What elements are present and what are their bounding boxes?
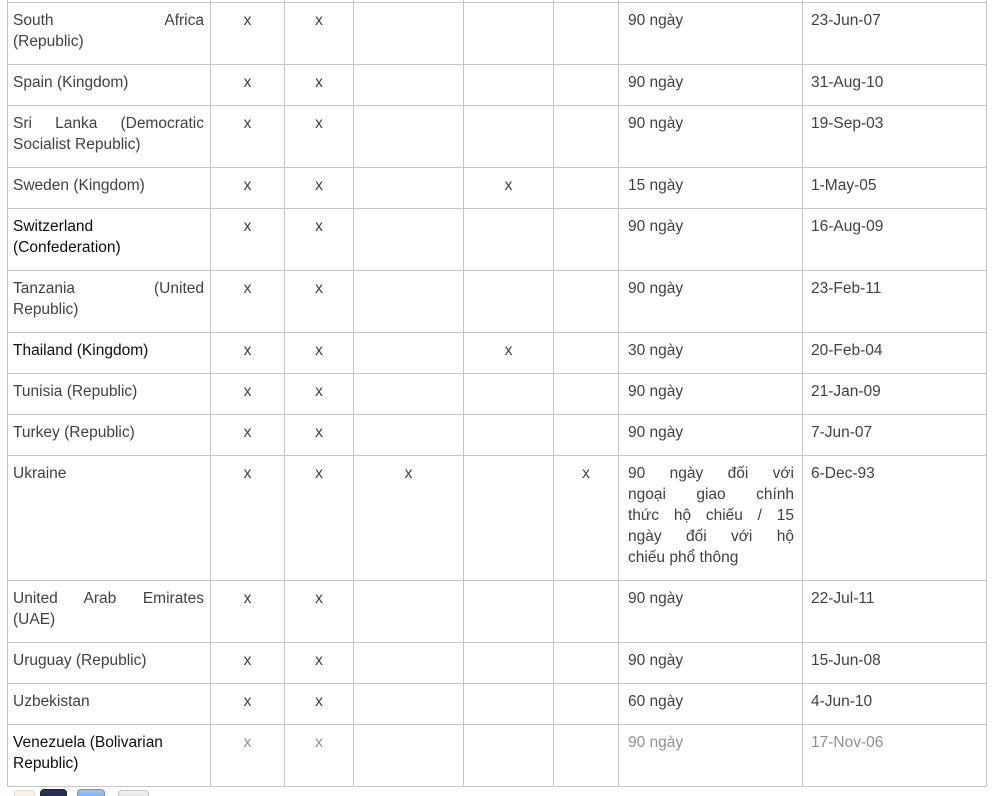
ordinary-passport-mark-cell — [464, 65, 554, 106]
stay-duration-line: 90 ngày — [628, 383, 684, 400]
table-row — [8, 271, 987, 333]
diplomatic-passport-mark-cell: x — [211, 168, 285, 209]
mark-cell-5 — [554, 374, 619, 415]
mark-cell-3 — [354, 271, 464, 333]
country-name-line: United Arab Emirates — [13, 590, 204, 607]
country-cell — [8, 581, 211, 643]
country-name-line: Socialist Republic) — [13, 136, 141, 153]
table-row — [8, 415, 987, 456]
country-name-line: (Confederation) — [13, 239, 121, 256]
table-row — [8, 581, 987, 643]
effective-date-cell: 6-Dec-93 — [803, 456, 987, 581]
mark-cell-3 — [354, 333, 464, 374]
country-name-line: Tanzania (United — [13, 280, 204, 297]
country-cell — [8, 643, 211, 684]
diplomatic-passport-mark-cell: x — [211, 684, 285, 725]
ordinary-passport-mark-cell — [464, 456, 554, 581]
mark-cell-3 — [354, 725, 464, 787]
diplomatic-passport-mark-cell: x — [211, 3, 285, 65]
stay-duration-line: 90 ngày — [628, 218, 684, 235]
email-share-icon[interactable] — [14, 790, 35, 796]
effective-date-cell: 31-Aug-10 — [803, 65, 987, 106]
effective-date-cell: 23-Jun-07 — [803, 3, 987, 65]
effective-date-cell: 15-Jun-08 — [803, 643, 987, 684]
effective-date-cell: 20-Feb-04 — [803, 333, 987, 374]
stay-duration-line: ngày đối với hộ — [628, 528, 794, 545]
ordinary-passport-mark-cell — [464, 684, 554, 725]
stay-duration-line: 90 ngày — [628, 424, 684, 441]
ordinary-passport-mark-cell — [464, 415, 554, 456]
diplomatic-passport-mark-cell: x — [211, 725, 285, 787]
country-cell — [8, 3, 211, 65]
stay-duration-cell — [619, 209, 803, 271]
official-passport-mark-cell: x — [285, 581, 354, 643]
diplomatic-passport-mark-cell: x — [211, 271, 285, 333]
table-row — [8, 456, 987, 581]
mark-cell-5 — [554, 65, 619, 106]
table-row — [8, 684, 987, 725]
ordinary-passport-mark-cell: x — [464, 168, 554, 209]
effective-date-cell: 21-Jan-09 — [803, 374, 987, 415]
mark-cell-3 — [354, 581, 464, 643]
stay-duration-line: 15 ngày — [628, 177, 684, 194]
stay-duration-line: 90 ngày đối với — [628, 465, 794, 482]
mark-cell-5 — [554, 168, 619, 209]
stay-duration-line: 60 ngày — [628, 693, 684, 710]
official-passport-mark-cell: x — [285, 65, 354, 106]
table-row — [8, 374, 987, 415]
stay-duration-line: ngoại giao chính — [628, 486, 794, 503]
stay-duration-cell — [619, 643, 803, 684]
effective-date-cell: 17-Nov-06 — [803, 725, 987, 787]
table-row — [8, 643, 987, 684]
country-cell — [8, 65, 211, 106]
country-name-line: South Africa — [13, 12, 204, 29]
country-name-line: Uzbekistan — [13, 693, 90, 710]
country-name-line: Sri Lanka (Democratic — [13, 115, 204, 132]
stay-duration-cell — [619, 333, 803, 374]
country-cell — [8, 168, 211, 209]
stay-duration-cell — [619, 415, 803, 456]
stay-duration-cell — [619, 168, 803, 209]
stay-duration-cell — [619, 581, 803, 643]
mark-cell-3 — [354, 65, 464, 106]
official-passport-mark-cell: x — [285, 643, 354, 684]
mark-cell-3 — [354, 168, 464, 209]
diplomatic-passport-mark-cell: x — [211, 581, 285, 643]
stay-duration-cell — [619, 684, 803, 725]
table-row — [8, 209, 987, 271]
mark-cell-5 — [554, 725, 619, 787]
stay-duration-line: 90 ngày — [628, 734, 684, 751]
stay-duration-line: 90 ngày — [628, 115, 684, 132]
official-passport-mark-cell: x — [285, 415, 354, 456]
ordinary-passport-mark-cell: x — [464, 333, 554, 374]
official-passport-mark-cell: x — [285, 333, 354, 374]
ordinary-passport-mark-cell — [464, 374, 554, 415]
effective-date-cell: 19-Sep-03 — [803, 106, 987, 168]
country-name-line: Turkey (Republic) — [13, 424, 135, 441]
stay-duration-line: 90 ngày — [628, 652, 684, 669]
country-name-line: Thailand (Kingdom) — [13, 342, 149, 359]
mark-cell-5: x — [554, 456, 619, 581]
country-name-line: Ukraine — [13, 465, 67, 482]
country-name-line: Republic) — [13, 301, 79, 318]
country-cell — [8, 725, 211, 787]
diplomatic-passport-mark-cell: x — [211, 415, 285, 456]
ordinary-passport-mark-cell — [464, 271, 554, 333]
country-name-line: Tunisia (Republic) — [13, 383, 138, 400]
table-row — [8, 65, 987, 106]
official-passport-mark-cell: x — [285, 3, 354, 65]
stay-duration-cell — [619, 65, 803, 106]
country-cell — [8, 415, 211, 456]
country-cell — [8, 271, 211, 333]
stay-duration-line: 90 ngày — [628, 280, 684, 297]
ordinary-passport-mark-cell — [464, 106, 554, 168]
visa-table-body — [8, 0, 987, 787]
country-name-line: (Republic) — [13, 33, 84, 50]
mark-cell-3 — [354, 209, 464, 271]
mark-cell-5 — [554, 684, 619, 725]
official-passport-mark-cell: x — [285, 374, 354, 415]
mark-cell-3 — [354, 415, 464, 456]
country-name-line: Republic) — [13, 755, 79, 772]
official-passport-mark-cell: x — [285, 271, 354, 333]
country-cell — [8, 209, 211, 271]
official-passport-mark-cell: x — [285, 168, 354, 209]
country-name-line: (UAE) — [13, 611, 56, 628]
stay-duration-cell — [619, 374, 803, 415]
mark-cell-3 — [354, 643, 464, 684]
mark-cell-5 — [554, 415, 619, 456]
mark-cell-3 — [354, 684, 464, 725]
mark-cell-5 — [554, 581, 619, 643]
effective-date-cell: 23-Feb-11 — [803, 271, 987, 333]
table-row — [8, 725, 987, 787]
mark-cell-5 — [554, 643, 619, 684]
country-cell — [8, 106, 211, 168]
mark-cell-3: x — [354, 456, 464, 581]
stay-duration-line: 90 ngày — [628, 590, 684, 607]
mark-cell-5 — [554, 3, 619, 65]
mark-cell-5 — [554, 271, 619, 333]
stay-duration-cell — [619, 3, 803, 65]
twitter-share-icon[interactable] — [77, 789, 105, 796]
diplomatic-passport-mark-cell: x — [211, 374, 285, 415]
mark-cell-5 — [554, 333, 619, 374]
diplomatic-passport-mark-cell: x — [211, 106, 285, 168]
table-row — [8, 333, 987, 374]
country-cell — [8, 333, 211, 374]
effective-date-cell: 1-May-05 — [803, 168, 987, 209]
mark-cell-3 — [354, 374, 464, 415]
official-passport-mark-cell: x — [285, 209, 354, 271]
stay-duration-line: 30 ngày — [628, 342, 684, 359]
diplomatic-passport-mark-cell: x — [211, 65, 285, 106]
more-share-icon[interactable] — [118, 790, 149, 796]
mark-cell-5 — [554, 106, 619, 168]
stay-duration-line: thức hộ chiếu / 15 — [628, 507, 794, 524]
country-cell — [8, 456, 211, 581]
mark-cell-3 — [354, 3, 464, 65]
diplomatic-passport-mark-cell: x — [211, 333, 285, 374]
stay-duration-cell — [619, 725, 803, 787]
ordinary-passport-mark-cell — [464, 3, 554, 65]
stay-duration-cell — [619, 271, 803, 333]
effective-date-cell: 4-Jun-10 — [803, 684, 987, 725]
diplomatic-passport-mark-cell: x — [211, 209, 285, 271]
stay-duration-line: 90 ngày — [628, 74, 684, 91]
country-name-line: Venezuela (Bolivarian — [13, 734, 163, 751]
mark-cell-3 — [354, 106, 464, 168]
country-name-line: Switzerland — [13, 218, 94, 235]
stay-duration-line: chiếu phổ thông — [628, 549, 739, 566]
table-row — [8, 106, 987, 168]
ordinary-passport-mark-cell — [464, 643, 554, 684]
country-name-line: Spain (Kingdom) — [13, 74, 129, 91]
effective-date-cell: 22-Jul-11 — [803, 581, 987, 643]
ordinary-passport-mark-cell — [464, 581, 554, 643]
effective-date-cell: 16-Aug-09 — [803, 209, 987, 271]
diplomatic-passport-mark-cell: x — [211, 643, 285, 684]
visa-exemption-table — [7, 0, 987, 787]
country-name-line: Uruguay (Republic) — [13, 652, 147, 669]
table-row — [8, 168, 987, 209]
ordinary-passport-mark-cell — [464, 725, 554, 787]
country-name-line: Sweden (Kingdom) — [13, 177, 145, 194]
ordinary-passport-mark-cell — [464, 209, 554, 271]
table-row — [8, 3, 987, 65]
stay-duration-line: 90 ngày — [628, 12, 684, 29]
stay-duration-cell — [619, 106, 803, 168]
official-passport-mark-cell: x — [285, 106, 354, 168]
facebook-share-icon[interactable] — [40, 789, 67, 796]
country-cell — [8, 684, 211, 725]
stay-duration-cell — [619, 456, 803, 581]
country-cell — [8, 374, 211, 415]
effective-date-cell: 7-Jun-07 — [803, 415, 987, 456]
official-passport-mark-cell: x — [285, 684, 354, 725]
official-passport-mark-cell: x — [285, 456, 354, 581]
official-passport-mark-cell: x — [285, 725, 354, 787]
mark-cell-5 — [554, 209, 619, 271]
diplomatic-passport-mark-cell: x — [211, 456, 285, 581]
